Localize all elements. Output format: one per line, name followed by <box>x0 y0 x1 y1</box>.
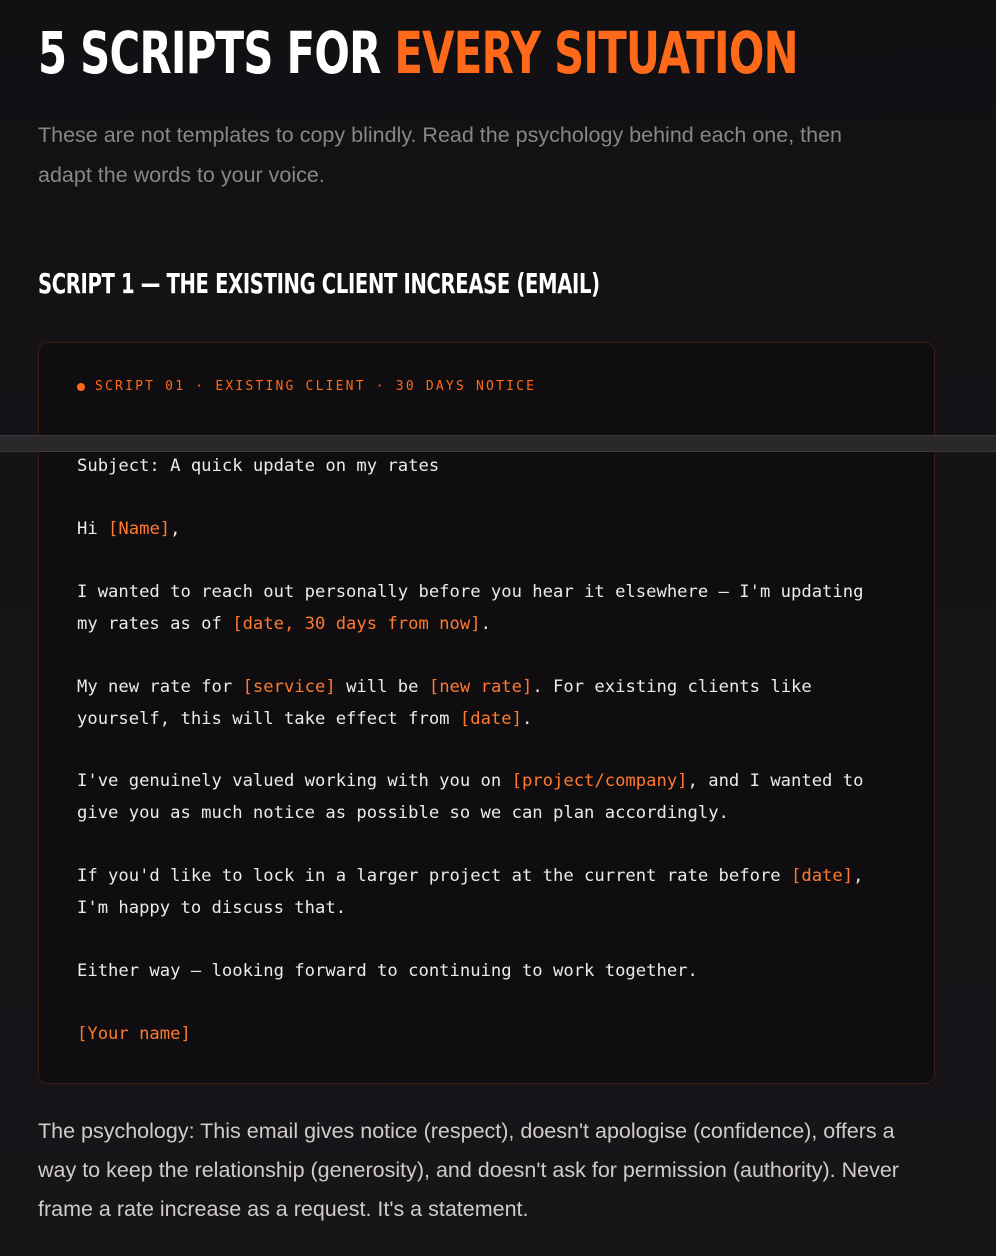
paragraph-4-line-1 <box>77 861 863 893</box>
paragraph-3-line-2: give you as much notice as possible so we can plan accordingly. <box>77 802 729 823</box>
placeholder-new-rate: [new rate] <box>428 677 533 697</box>
placeholder-date-30-days: [date, 30 days from now] <box>232 613 481 634</box>
p3-l1-b: , and I wanted to <box>687 771 864 791</box>
page-title-accent: EVERY SITUATION <box>394 19 798 87</box>
placeholder-project-company: [project/company] <box>511 771 688 791</box>
script-subject-line: Subject: A quick update on my rates <box>77 456 440 476</box>
paragraph-3-line-1 <box>77 766 863 798</box>
paragraph-2-line-2 <box>77 704 812 736</box>
p4-l1-a: If you'd like to lock in a larger project at the current rate before <box>77 866 791 886</box>
paragraph-4-line-2: I'm happy to discuss that. <box>77 897 347 918</box>
placeholder-date: [date] <box>459 708 522 729</box>
p2-l2-a: yourself, this will take effect from <box>77 708 460 729</box>
script-paragraph-2 <box>77 672 812 735</box>
psychology-note: The psychology: This email gives notice (respect), doesn't apologise (confidence), offers a way to keep the relationship (generosity), and doesn't ask for permission (authority). Never frame a rate increase as a request. It's a statement. <box>38 1119 899 1221</box>
bullet-dot-icon <box>77 383 85 391</box>
greeting-prefix: Hi <box>77 519 109 539</box>
script-signature <box>77 1019 191 1051</box>
p2-l1-b: will be <box>335 677 429 697</box>
section-heading: SCRIPT 1 — THE EXISTING CLIENT INCREASE (EMAIL) <box>38 267 600 300</box>
paragraph-1-line-2 <box>77 609 863 641</box>
script-card-header <box>39 343 934 435</box>
p2-l1-c: . For existing clients like <box>532 677 812 697</box>
p1-l2-suffix: . <box>480 613 491 634</box>
paragraph-5-line-1: Either way — looking forward to continuing to work together. <box>77 961 698 981</box>
script-paragraph-1 <box>77 577 863 640</box>
script-card <box>38 342 935 1084</box>
page-title <box>38 14 798 92</box>
placeholder-service: [service] <box>242 677 336 697</box>
p4-l1-b: , <box>853 866 864 886</box>
placeholder-name: [Name] <box>108 519 171 539</box>
paragraph-2-line-1 <box>77 672 812 704</box>
script-paragraph-3 <box>77 766 863 829</box>
script-subject <box>77 451 439 483</box>
placeholder-date: [date] <box>791 866 854 886</box>
p1-l2-prefix: my rates as of <box>77 613 233 634</box>
p3-l1-a: I've genuinely valued working with you on <box>77 771 512 791</box>
script-greeting <box>77 514 181 546</box>
p2-l1-a: My new rate for <box>77 677 243 697</box>
script-greeting-line <box>77 514 181 546</box>
script-paragraph-5 <box>77 956 698 988</box>
intro-text: These are not templates to copy blindly. Read the psychology behind each one, then adapt the words to your voice. <box>38 123 842 187</box>
greeting-suffix: , <box>170 519 181 539</box>
placeholder-your-name: [Your name] <box>77 1024 191 1044</box>
horizontal-divider-bar <box>0 435 996 452</box>
page-title-main: 5 SCRIPTS FOR <box>38 19 395 87</box>
p2-l2-b: . <box>521 708 533 729</box>
paragraph-1-line-1: I wanted to reach out personally before you hear it elsewhere — I'm updating <box>77 582 864 602</box>
script-paragraph-4 <box>77 861 863 924</box>
script-card-label: SCRIPT 01 · EXISTING CLIENT · 30 DAYS NOTICE <box>95 379 537 394</box>
